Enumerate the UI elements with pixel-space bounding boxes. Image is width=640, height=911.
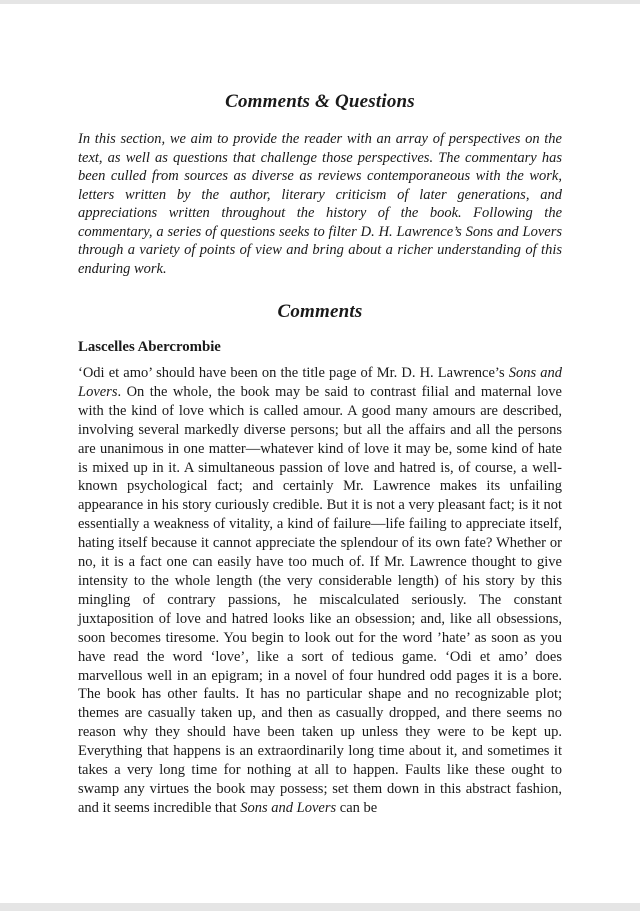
section-title: Comments & Questions — [225, 91, 415, 112]
intro-paragraph: In this section, we aim to provide the reader with an array of perspectives on the text, as well as questions that challenge those perspectives. The commentary has been culled from sources as diverse as reviews contemporaneous with the work, letters written by the author, literary criticism of later generations, and appreciations written throughout the history of the book. Following the commentary, a series of questions seeks to filter D. H. Lawrence’s Sons and Lovers through a variety of points of view and bring about a richer understanding of this enduring work. — [78, 131, 562, 277]
comments-heading: Comments — [277, 301, 363, 322]
comment-paragraph: ‘Odi et amo’ should have been on the title page of Mr. D. H. Lawrence’s Sons and Lovers. On the whole, the book may be said to contrast filial and maternal love with the kind of love which is called amour. A good many amours are described, involving several markedly diverse persons; but all the affairs and all the persons are unanimous in one matter—whatever kind of love it may be, some kind of hate is mixed up in it. A simultaneous passion of love and hatred is, of course, a well-known psychological fact; and certainly Mr. Lawrence makes its unfailing appearance in his story curiously credible. But it is not a very pleasant fact; is it not essentially a weakness of vitality, a kind of failure—life failing to appreciate itself, hating itself because it cannot appreciate the splendour of its own fate? Whether or no, it is a fact one can easily have too much of. If Mr. Lawrence thought to give intensity to the whole length (the very considerable length) of his story by this mingling of contrary passions, he miscalculated seriously. The constant juxtaposition of love and hatred looks like an obsession; and, like all obsessions, soon becomes tiresome. You begin to look out for the word ’hate’ as soon as you have read the word ‘love’, like a sort of tedious game. ‘Odi et amo’ does marvellous well in an epigram; in a novel of four hundred odd pages it is a bore. The book has other faults. It has no particular shape and no recognizable plot; themes are casually taken up, and then as casually dropped, and there seems no reason why they should have been taken up unless they were to be kept up. Everything that happens is an extraordinarily long time about it, and sometimes it takes a very long time for nothing at all to happen. Faults like these ought to swamp any virtues the book may possess; set them down in this abstract fashion, and it seems incredible that Sons and Lovers can be — [78, 365, 562, 816]
author-heading: Lascelles Abercrombie — [78, 339, 221, 355]
page-edge-top — [0, 0, 640, 4]
page-edge-bottom — [0, 903, 640, 911]
